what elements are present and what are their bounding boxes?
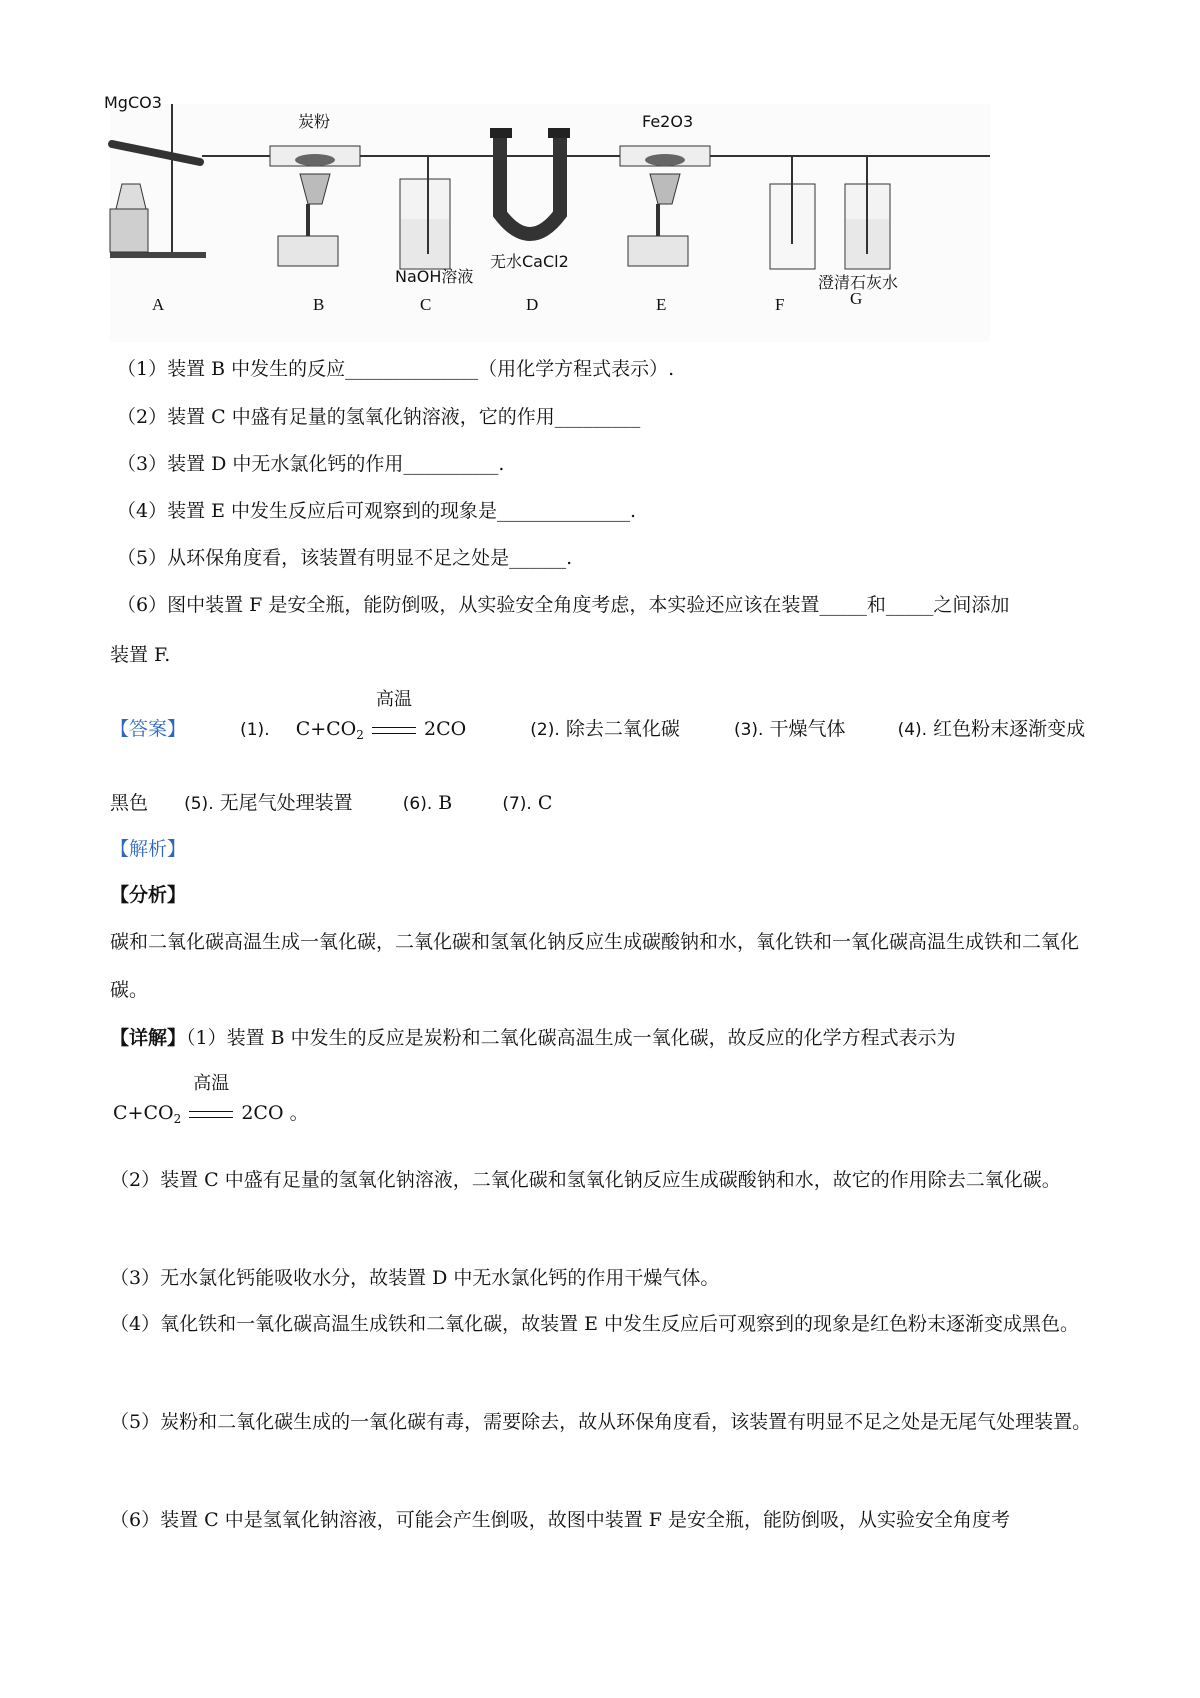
answer-text-7: C [537, 792, 553, 814]
label-naoh: NaOH溶液 [395, 267, 474, 286]
letter-B: B [313, 295, 325, 314]
fe2o3-powder [645, 154, 685, 166]
burner-B [278, 236, 338, 266]
detail-p4: （4）氧化铁和一氧化碳高温生成铁和二氧化碳，故装置 E 中发生反应后可观察到的现象是红色粉末逐渐变成黑色。 [110, 1313, 1080, 1335]
stand-base [110, 252, 206, 258]
detail-tag: 【详解】 [110, 1027, 187, 1049]
letter-D: D [526, 295, 539, 314]
burner-E [628, 236, 688, 266]
answer-tag: 【答案】 [110, 718, 187, 740]
label-mgco3: MgCO3 [104, 93, 162, 112]
answer-num-3: (3). [733, 720, 764, 740]
question-6-line1: （6）图中装置 F 是安全瓶，能防倒吸，从实验安全角度考虑，本实验还应该在装置_____和_____之间添加 [117, 594, 1010, 616]
question-3: （3）装置 D 中无水氯化钙的作用__________. [117, 453, 505, 475]
fenxi-text: 碳和二氧化碳高温生成一氧化碳，二氧化碳和氢氧化钠反应生成碳酸钠和水，氧化铁和一氧化碳高温生成铁和二氧化碳。 [110, 931, 1080, 1001]
analysis-tag: 【解析】 [110, 838, 187, 860]
answer-text-3: 干燥气体 [769, 718, 846, 740]
fenxi-tag: 【分析】 [110, 884, 187, 906]
answer-line-2 [110, 790, 552, 817]
equation-condition: 高温 [375, 689, 412, 710]
letter-A: A [152, 295, 165, 314]
detail-equation: $C+CO_2$ 高温 2CO 。 [113, 1073, 309, 1126]
question-1: （1）装置 B 中发生的反应______________（用化学方程式表示）. [117, 358, 675, 380]
letter-G: G [850, 289, 863, 308]
question-5: （5）从环保角度看，该装置有明显不足之处是______. [117, 547, 573, 569]
wood-block [110, 209, 148, 252]
answer-num-5: (5). [184, 794, 214, 814]
answer-num-2: (2). [530, 720, 560, 740]
carbon-powder [295, 154, 335, 166]
answer-text-4: 红色粉末逐渐变成 [933, 718, 1086, 740]
answer-num-6: (6). [402, 794, 433, 814]
question-4: （4）装置 E 中发生反应后可观察到的现象是______________. [117, 500, 637, 522]
detail-p1: 【详解】（1）装置 B 中发生的反应是炭粉和二氧化碳高温生成一氧化碳，故反应的化学方程式表示为 [110, 1027, 956, 1049]
detail-p3: （3）无水氯化钙能吸收水分，故装置 D 中无水氯化钙的作用干燥气体。 [110, 1267, 720, 1289]
answer-text-2: 除去二氧化碳 [565, 718, 680, 740]
answer-num-1: (1). [240, 720, 270, 740]
label-cacl2: 无水CaCl2 [490, 252, 569, 271]
answer-num-7: (7). [502, 794, 532, 814]
question-6-line2: 装置 F. [110, 644, 171, 666]
letter-F: F [775, 295, 785, 314]
answer-num-4: (4). [897, 720, 928, 740]
detail-p6: （6）装置 C 中是氢氧化钠溶液，可能会产生倒吸，故图中装置 F 是安全瓶，能防倒吸，从实验安全角度考 [110, 1509, 1010, 1531]
answer-text-4-cont: 黑色 [110, 792, 149, 814]
question-2: （2）装置 C 中盛有足量的氢氧化钠溶液，它的作用_________ [117, 406, 641, 428]
answer-line-1 [110, 689, 1086, 748]
answer-text-6: B [438, 792, 453, 814]
detail-p5: （5）炭粉和二氧化碳生成的一氧化碳有毒，需要除去，故从环保角度看，该装置有明显不足之处是无尾气处理装置。 [110, 1411, 1092, 1433]
answer-text-5: 无尾气处理装置 [219, 792, 353, 814]
apparatus-diagram [104, 93, 990, 342]
letter-C: C [420, 295, 432, 314]
label-limewater: 澄清石灰水 [818, 273, 899, 292]
detail-p2: （2）装置 C 中盛有足量的氢氧化钠溶液，二氧化碳和氢氧化钠反应生成碳酸钠和水，故它的作用除去二氧化碳。 [110, 1169, 1061, 1191]
letter-E: E [656, 295, 667, 314]
apparatus-svg [104, 93, 990, 342]
equation-answer-1: $C+CO_2$ 高温 2CO [295, 689, 467, 742]
label-carbon: 炭粉 [298, 112, 331, 131]
label-fe2o3: Fe2O3 [642, 112, 694, 131]
